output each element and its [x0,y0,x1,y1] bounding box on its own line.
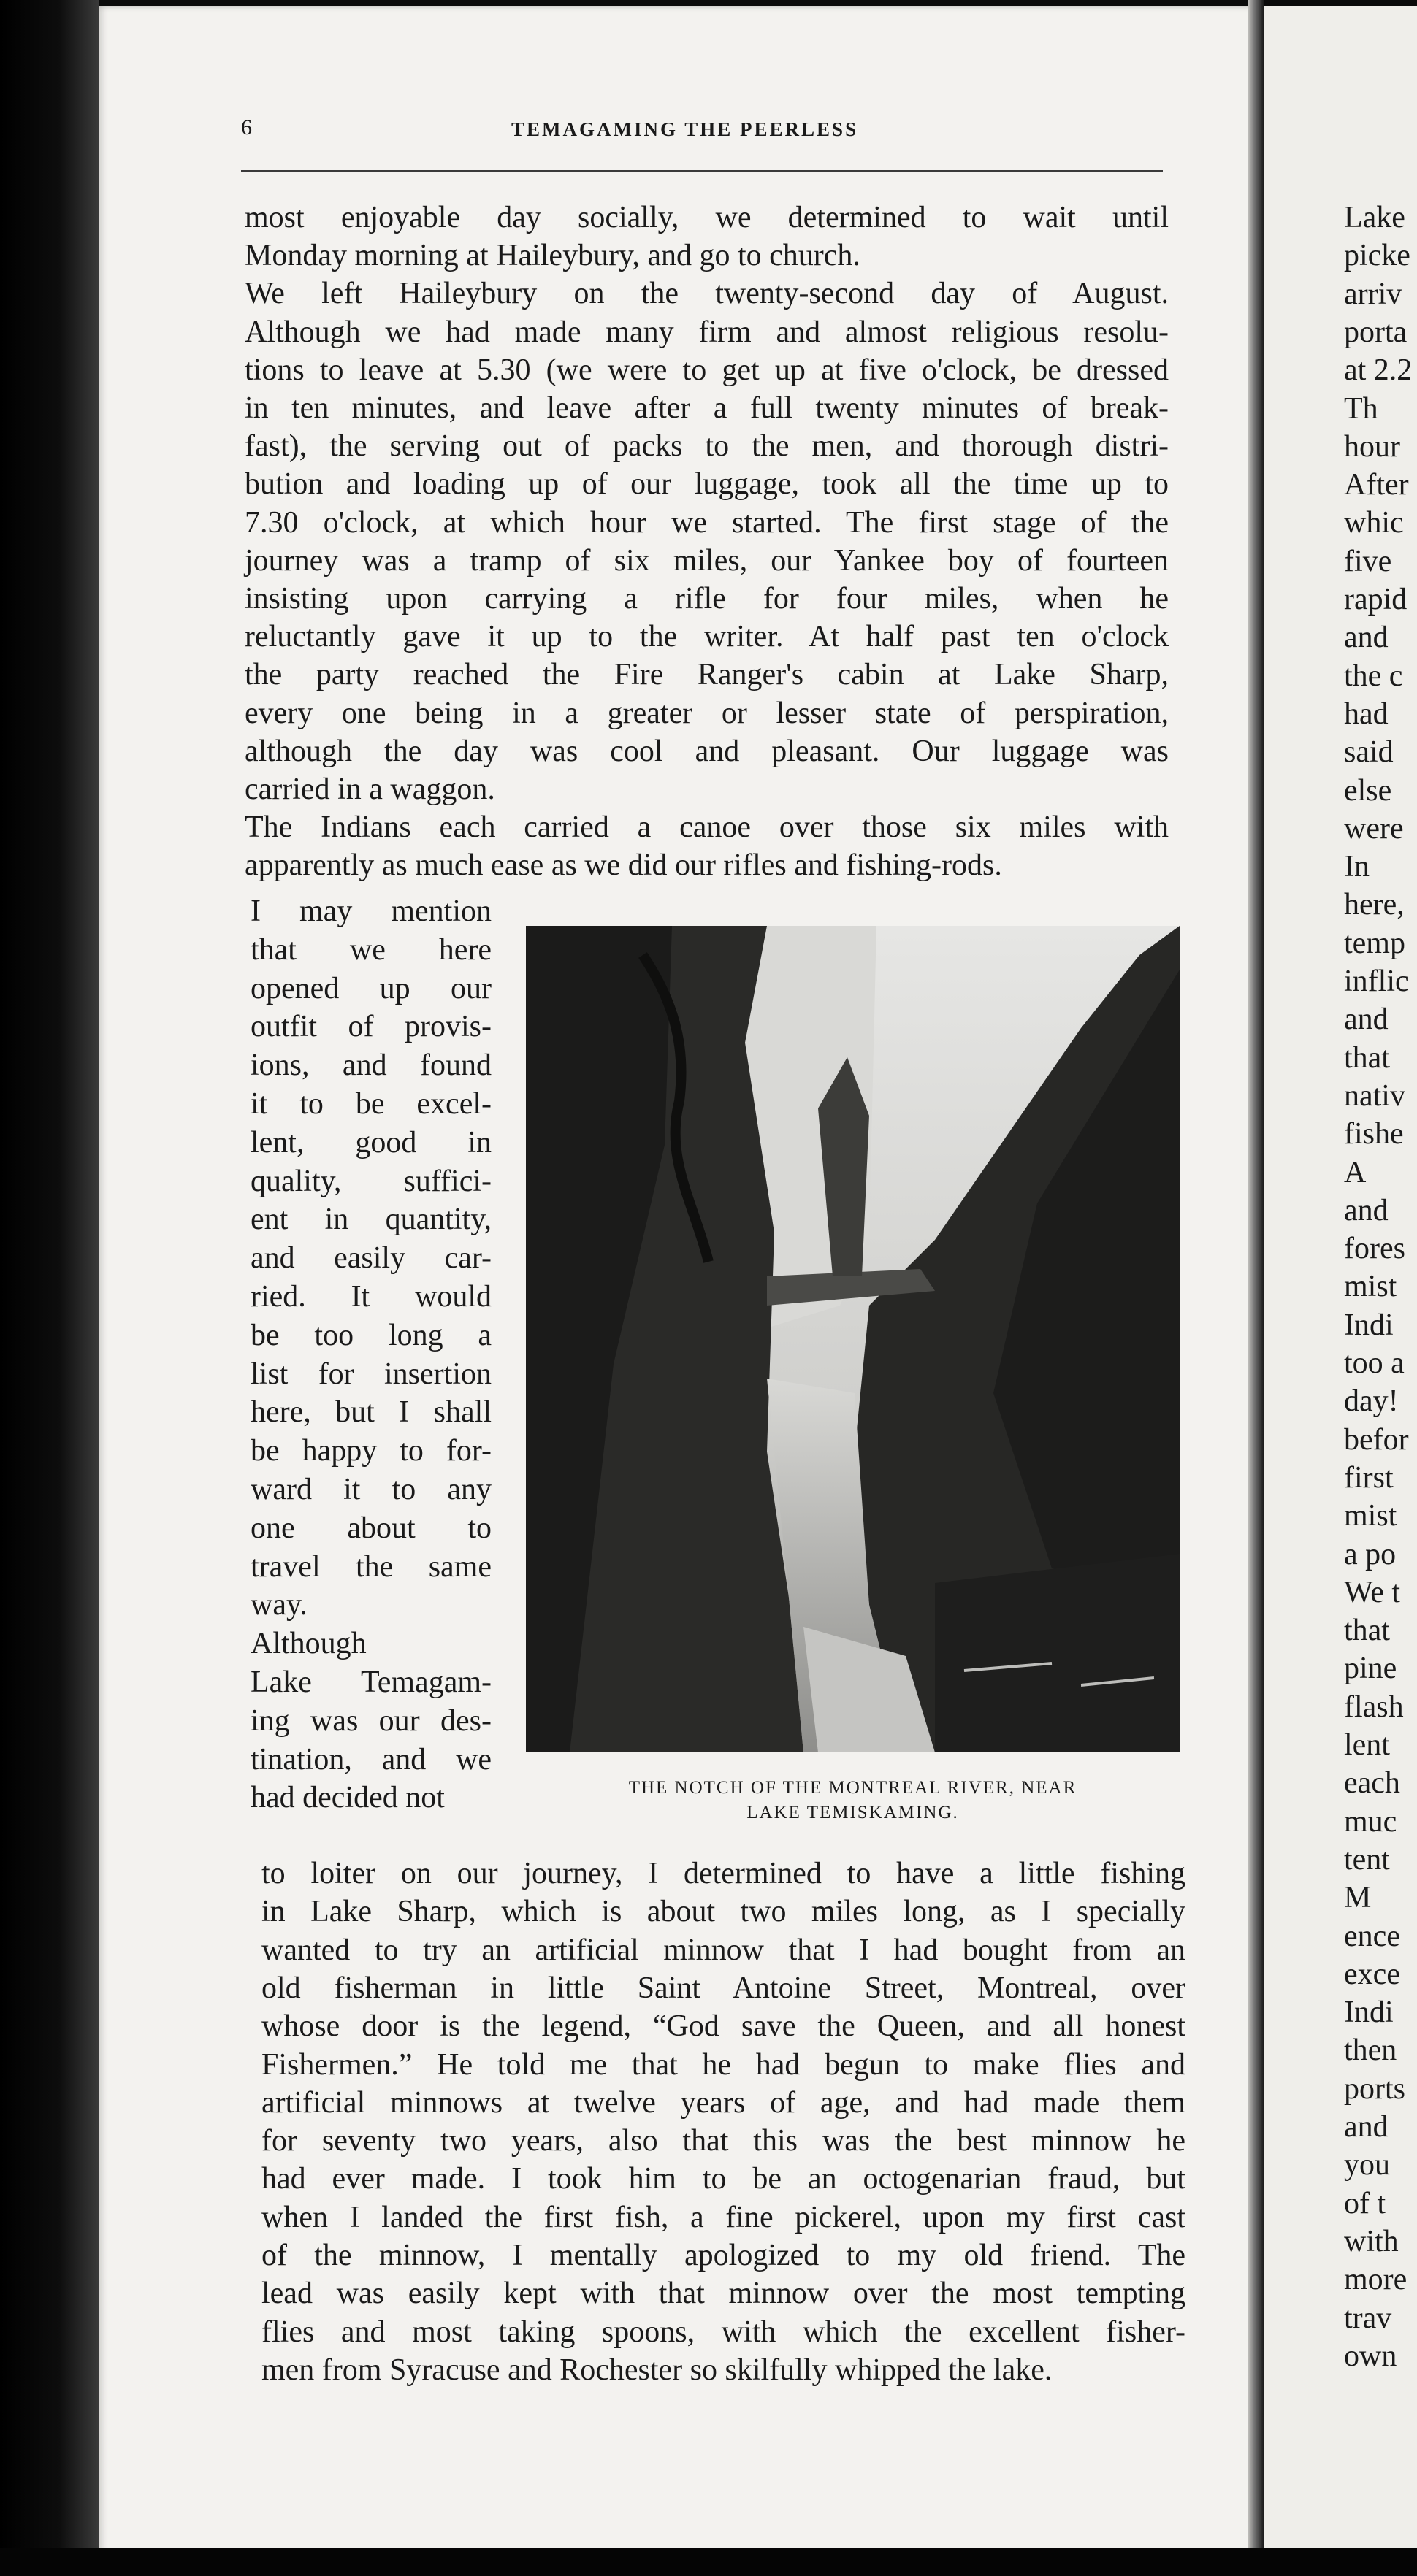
text-line: Fishermen.” He told me that he had begun to make flies and [261,2047,1185,2082]
text-line: be happy to for- [251,1434,492,1468]
facing-page-fragment: day! [1344,1384,1399,1419]
facing-page-fragment: each [1344,1766,1400,1801]
text-line: insisting upon carrying a rifle for four miles, when he [245,582,1169,616]
facing-page-fragment: and [1344,1003,1389,1037]
facing-page-fragment: the c [1344,659,1403,693]
text-line: fast), the serving out of packs to the men, and thorough distri- [245,429,1169,464]
text-line: lent, good in [251,1125,492,1159]
text-line: outfit of provis- [251,1010,492,1044]
text-line: apparently as much ease as we did our rifles and fishing-rods. [245,848,1002,883]
facing-page-fragment: porta [1344,315,1408,349]
facing-page-fragment: five [1344,544,1392,578]
facing-page-fragment: had [1344,697,1389,731]
facing-page-fragment: and [1344,2110,1389,2144]
text-line: here, but I shall [251,1395,492,1430]
facing-page-fragment: We t [1344,1575,1401,1609]
text-line: tination, and we [251,1742,492,1776]
facing-page-fragment: pine [1344,1652,1397,1686]
text-line: The Indians each carried a canoe over those six miles with [245,810,1169,845]
text-line: had decided not [251,1781,445,1815]
text-line: way. [251,1588,308,1622]
text-line: carried in a waggon. [245,773,495,806]
facing-page-fragment: too a [1344,1346,1405,1380]
facing-page-fragment: picke [1344,239,1410,273]
facing-page-fragment: and [1344,621,1389,655]
facing-page-fragment: more [1344,2263,1408,2297]
facing-page-fragment: with [1344,2224,1399,2258]
text-line: tions to leave at 5.30 (we were to get up at five o'clock, be dressed [245,353,1169,387]
text-line: travel the same [251,1549,492,1584]
text-line: old fisherman in little Saint Antoine Street, Montreal, over [261,1971,1185,2005]
text-line: for seventy two years, also that this was the best minnow he [261,2124,1185,2158]
text-line: list for insertion [251,1357,492,1391]
facing-page-fragment: tent [1344,1842,1390,1877]
facing-page-fragment: else [1344,773,1392,808]
photo-illustration [526,926,1180,1752]
text-line: Although [251,1627,367,1661]
facing-page-fragment: fores [1344,1232,1405,1266]
facing-page-fragment: first [1344,1460,1394,1495]
text-line: I may mention [251,894,492,928]
text-line: reluctantly gave it up to the writer. At half past ten o'clock [245,620,1169,654]
facing-page-fragment: that [1344,1614,1390,1648]
text-line: men from Syracuse and Rochester so skilfully whipped the lake. [261,2353,1053,2387]
facing-page-fragment: inflic [1344,965,1409,998]
figure-caption [526,1776,1180,1825]
facing-page-fragment: a po [1344,1537,1397,1571]
scan-bottom-edge [0,2548,1417,2576]
text-line: when I landed the first fish, a fine pickerel, upon my first cast [261,2200,1185,2234]
text-line: flies and most taking spoons, with which the excellent fisher- [261,2315,1185,2349]
facing-page-fragment: at 2.2 [1344,353,1413,388]
facing-page-fragment: A [1344,1155,1367,1189]
text-line: ried. It would [251,1280,492,1314]
facing-page-fragment: own [1344,2339,1397,2373]
facing-page-fragment: M [1344,1881,1372,1915]
facing-page-fragment: here, [1344,888,1405,922]
facing-page-fragment: mist [1344,1499,1397,1533]
facing-page-fragment: In [1344,850,1370,884]
text-line: ent in quantity, [251,1203,492,1237]
text-line: bution and loading up of our luggage, took all the time up to [245,467,1169,502]
text-line: artificial minnows at twelve years of age, and had made them [261,2085,1185,2120]
facing-page-fragment: mist [1344,1270,1397,1304]
facing-page-fragment: nativ [1344,1078,1405,1113]
facing-page-fragment: exce [1344,1957,1400,1991]
facing-page-fragment: said [1344,735,1394,770]
facing-page-fragment: trav [1344,2301,1392,2335]
facing-page-fragment: Th [1344,391,1378,426]
text-line: in Lake Sharp, which is about two miles long, as I specially [261,1895,1185,1929]
text-line: wanted to try an artificial minnow that I had bought from an [261,1933,1185,1967]
facing-page-fragment: temp [1344,926,1405,960]
text-line: in ten minutes, and leave after a full twenty minutes of break- [245,391,1169,425]
facing-page-fragment: Lake [1344,201,1405,234]
text-line: ing was our des- [251,1703,492,1738]
text-line: We left Haileybury on the twenty-second day of August. [245,277,1169,311]
text-line: be too long a [251,1318,492,1352]
text-line: opened up our [251,971,492,1005]
river-notch-photo [526,926,1180,1752]
text-line: although the day was cool and pleasant. Our luggage was [245,734,1169,768]
running-title: TEMAGAMING THE PEERLESS [511,118,859,140]
text-line: journey was a tramp of six miles, our Yankee boy of fourteen [245,543,1169,578]
text-line: 7.30 o'clock, at which hour we started. The first stage of the [245,505,1169,540]
facing-page-fragment: befor [1344,1422,1409,1457]
facing-page-fragment: then [1344,2033,1397,2068]
text-line: of the minnow, I mentally apologized to my old friend. The [261,2239,1185,2272]
facing-page-fragment: ports [1344,2071,1405,2106]
page-number: 6 [241,115,253,139]
text-line: Monday morning at Haileybury, and go to church. [245,239,860,273]
facing-page-fragment: Indi [1344,1308,1394,1342]
facing-page-fragment: muc [1344,1804,1397,1839]
facing-page-fragment: lent [1344,1728,1390,1762]
text-line: to loiter on our journey, I determined to have a little fishing [261,1857,1185,1890]
text-line: Lake Temagam- [251,1665,492,1699]
facing-page-fragment: Indi [1344,1996,1394,2030]
text-line: lead was easily kept with that minnow over the most tempting [261,2277,1185,2311]
facing-page-fragment: fishe [1344,1117,1404,1151]
text-line: Although we had made many firm and almost religious resolu- [245,315,1169,349]
text-line: one about to [251,1511,492,1545]
text-line: ions, and found [251,1049,492,1083]
text-line: whose door is the legend, “God save the Queen, and all honest [261,2009,1185,2044]
facing-page-fragment: After [1344,468,1409,502]
text-line: quality, suffici- [251,1164,492,1198]
caption-line-2: LAKE TEMISKAMING. [746,1803,959,1822]
facing-page-fragment: you [1344,2148,1390,2182]
facing-page-fragment: were [1344,811,1404,846]
facing-page-fragment: whic [1344,506,1404,540]
book-gutter [1248,0,1264,2576]
scan-left-edge [0,0,99,2576]
text-line: most enjoyable day socially, we determined to wait until [245,201,1169,234]
text-line: that we here [251,932,492,967]
text-line: it to be excel- [251,1087,492,1121]
text-line: and easily car- [251,1241,492,1276]
text-line: ward it to any [251,1473,492,1506]
facing-page-fragment: ence [1344,1919,1400,1953]
facing-page-fragment: of t [1344,2186,1386,2220]
header-rule [241,170,1163,172]
text-line: every one being in a greater or lesser state of perspiration, [245,696,1169,730]
caption-line-1: THE NOTCH OF THE MONTREAL RIVER, NEAR [628,1778,1077,1798]
facing-page-fragment: arriv [1344,277,1402,311]
facing-page-fragment: and [1344,1193,1389,1227]
facing-page-fragment: that [1344,1040,1390,1075]
facing-page-fragment: hour [1344,429,1400,464]
facing-page-fragment: rapid [1344,583,1408,616]
text-line: the party reached the Fire Ranger's cabin at Lake Sharp, [245,658,1169,692]
text-line: had ever made. I took him to be an octogenarian fraud, but [261,2162,1185,2196]
facing-page-fragment: flash [1344,1690,1404,1724]
